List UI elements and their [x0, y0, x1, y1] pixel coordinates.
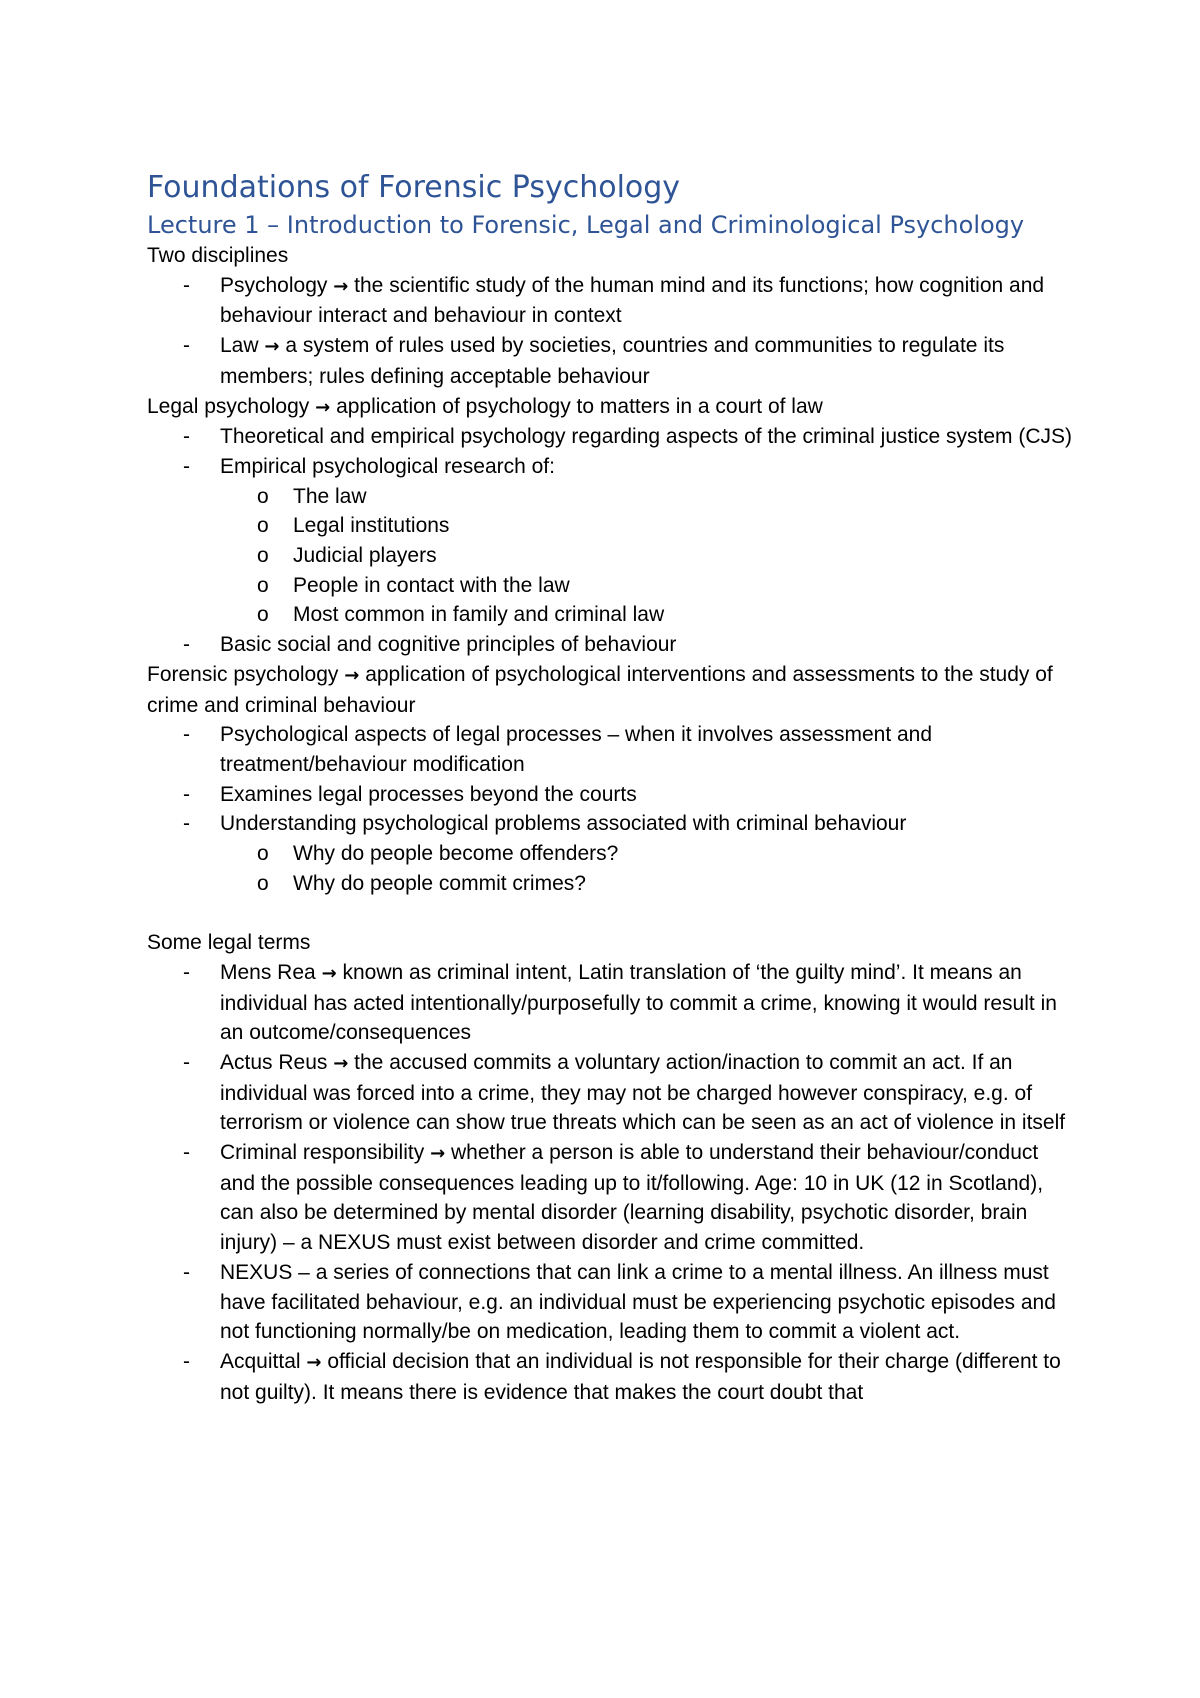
- dash-bullet: -: [183, 1050, 190, 1074]
- definition: a system of rules used by societies, countries and communities to regulate its members; rules defining acceptable behaviour: [220, 334, 1005, 388]
- dash-bullet: -: [183, 425, 190, 449]
- list-item-text: Empirical psychological research of:: [220, 454, 555, 478]
- arrow-icon: →: [264, 336, 280, 358]
- sublist-item-text: Judicial players: [293, 544, 437, 568]
- dash-bullet: -: [183, 1141, 190, 1165]
- arrow-icon: →: [306, 1352, 322, 1373]
- arrow-icon: →: [333, 275, 349, 297]
- definition: application of psychological interventions and assessments to the study of crime and criminal behaviour: [147, 662, 1053, 717]
- term: Psychology: [220, 273, 328, 297]
- list-item: [183, 271, 1077, 331]
- list-item-text: Basic social and cognitive principles of behaviour: [220, 633, 677, 657]
- arrow-icon: →: [321, 962, 337, 984]
- sublist-item-text: Why do people commit crimes?: [293, 871, 586, 895]
- section-heading-legal-terms: Some legal terms: [147, 931, 311, 955]
- dash-bullet: -: [183, 1260, 190, 1284]
- definition: official decision that an individual is not responsible for their charge (different to not guilty). It means there is evidence that makes the court doubt that: [220, 1350, 1061, 1404]
- term: Forensic psychology: [147, 662, 339, 686]
- document-content: [147, 168, 1077, 1407]
- list-item: [183, 1347, 1077, 1407]
- list-item: [183, 1258, 1077, 1347]
- list-item: [183, 780, 1077, 810]
- dash-bullet: -: [183, 273, 190, 297]
- sublist-item-text: The law: [293, 484, 367, 508]
- arrow-icon: →: [430, 1143, 446, 1165]
- term: Actus Reus: [220, 1050, 328, 1074]
- sublist-item: [257, 600, 1077, 630]
- sublist-item: [257, 511, 1077, 541]
- blank-line: [147, 898, 1077, 928]
- list-item-text: Understanding psychological problems associated with criminal behaviour: [220, 812, 907, 836]
- dash-bullet: -: [183, 1350, 190, 1373]
- dash-bullet: -: [183, 782, 190, 806]
- questions-sublist: [220, 839, 1077, 898]
- sublist-item-text: Legal institutions: [293, 514, 450, 538]
- document-title: Foundations of Forensic Psychology: [147, 170, 681, 205]
- arrow-icon: →: [315, 396, 331, 418]
- dash-bullet: -: [183, 334, 190, 358]
- list-item: [183, 958, 1077, 1048]
- list-item: [183, 809, 1077, 898]
- arrow-icon: →: [333, 1052, 349, 1074]
- section-heading-legal-psychology: [147, 392, 1077, 423]
- circle-bullet: o: [257, 842, 269, 866]
- definition: the scientific study of the human mind and its functions; how cognition and behaviour interact and behaviour in context: [220, 273, 1045, 328]
- section-heading-forensic-psychology: [147, 660, 1077, 720]
- list-item: [183, 630, 1077, 660]
- lecture-heading: Lecture 1 – Introduction to Forensic, Legal and Criminological Psychology: [147, 211, 1025, 239]
- sublist-item: [257, 869, 1077, 899]
- list-item: [183, 422, 1077, 452]
- list-item-text: Theoretical and empirical psychology regarding aspects of the criminal justice system (CJS): [220, 425, 1073, 449]
- list-item: [183, 331, 1077, 391]
- list-item-text: NEXUS – a series of connections that can link a crime to a mental illness. An illness must have facilitated behaviour, e.g. an individual must be experiencing psychotic episodes and not functioning normally/be on medication, leading them to commit a violent act.: [220, 1260, 1056, 1344]
- sublist-item: [257, 839, 1077, 869]
- list-item-text: Psychological aspects of legal processes – when it involves assessment and treatment/behaviour modification: [220, 723, 933, 776]
- term: Acquittal: [220, 1350, 301, 1373]
- list-item: [183, 720, 1077, 779]
- list-item: [183, 1048, 1077, 1138]
- circle-bullet: o: [257, 514, 269, 538]
- circle-bullet: o: [257, 603, 269, 627]
- definition: the accused commits a voluntary action/inaction to commit an act. If an individual was forced into a crime, they may not be charged however conspiracy, e.g. of terrorism or violence can show true threats which can be seen as an act of violence in itself: [220, 1050, 1066, 1135]
- two-disciplines-list: [147, 271, 1077, 392]
- definition: known as criminal intent, Latin translation of ‘the guilty mind’. It means an individual has acted intentionally/purposefully to commit a crime, knowing it would result in an outcome/consequences: [220, 960, 1057, 1045]
- arrow-icon: →: [344, 664, 360, 686]
- forensic-psychology-list: [147, 720, 1077, 898]
- document-body: [147, 241, 1077, 1407]
- list-item: [183, 1138, 1077, 1258]
- dash-bullet: -: [183, 454, 190, 478]
- sublist-item: [257, 541, 1077, 571]
- dash-bullet: -: [183, 960, 190, 984]
- sublist-item-text: Most common in family and criminal law: [293, 603, 665, 627]
- legal-psychology-list: [147, 422, 1077, 660]
- dash-bullet: -: [183, 812, 190, 836]
- circle-bullet: o: [257, 871, 269, 895]
- research-sublist: [220, 482, 1077, 631]
- dash-bullet: -: [183, 723, 190, 747]
- dash-bullet: -: [183, 633, 190, 657]
- list-item: [183, 452, 1077, 630]
- section-heading-two-disciplines: Two disciplines: [147, 244, 289, 267]
- term: Criminal responsibility: [220, 1141, 425, 1165]
- circle-bullet: o: [257, 544, 269, 568]
- circle-bullet: o: [257, 484, 269, 508]
- sublist-item: [257, 482, 1077, 512]
- sublist-item-text: People in contact with the law: [293, 573, 570, 597]
- term: Legal psychology: [147, 394, 310, 418]
- sublist-item-text: Why do people become offenders?: [293, 842, 619, 866]
- legal-terms-list: [147, 958, 1077, 1408]
- term: Law: [220, 334, 259, 358]
- sublist-item: [257, 571, 1077, 601]
- list-item-text: Examines legal processes beyond the courts: [220, 782, 637, 806]
- term: Mens Rea: [220, 960, 316, 984]
- definition: whether a person is able to understand their behaviour/conduct and the possible consequences leading up to it/following. Age: 10 in UK (12 in Scotland), can also be determined by mental disorder (learning disability, psychotic disorder, brain injury) – a NEXUS must exist between disorder and crime committed.: [220, 1141, 1044, 1255]
- circle-bullet: o: [257, 573, 269, 597]
- definition: application of psychology to matters in a court of law: [336, 394, 823, 418]
